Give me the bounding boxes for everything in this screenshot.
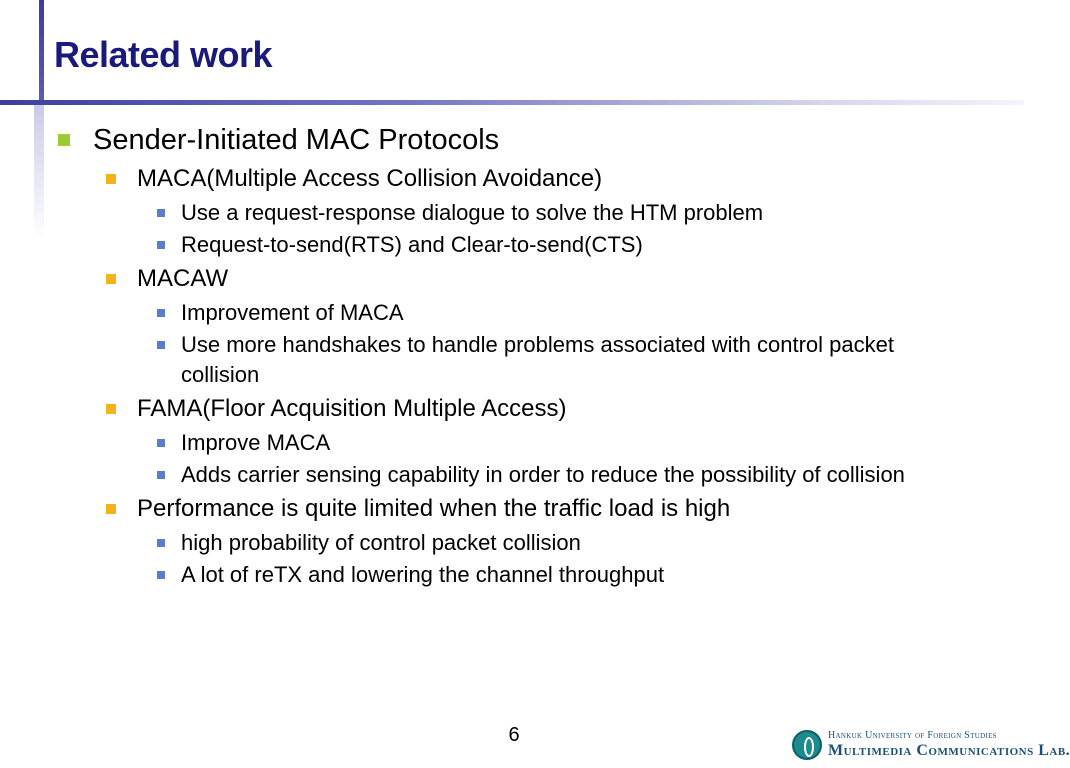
bullet-square-icon — [157, 241, 165, 249]
bullet-text: Adds carrier sensing capability in order to reduce the possibility of collision — [181, 462, 905, 487]
bullet-item-level3 — [0, 198, 1024, 228]
bullet-text: high probability of control packet collision — [181, 530, 581, 555]
bullet-text: Improvement of MACA — [181, 300, 404, 325]
bullet-square-icon — [58, 134, 70, 146]
bullet-text: Use a request-response dialogue to solve the HTM problem — [181, 200, 764, 225]
bullet-item-level1 — [0, 120, 1024, 160]
bullet-text: FAMA(Floor Acquisition Multiple Access) — [137, 395, 567, 422]
page-number: 6 — [508, 724, 520, 746]
bullet-square-icon — [157, 571, 165, 579]
bullet-square-icon — [106, 274, 116, 284]
bullet-item-level3 — [0, 560, 1024, 590]
bullet-text: A lot of reTX and lowering the channel throughput — [181, 562, 665, 587]
bullet-item-level3 — [0, 298, 1024, 328]
bullet-item-level2 — [0, 492, 1024, 526]
bullet-item-level3 — [0, 528, 1024, 558]
header-divider — [0, 100, 1024, 105]
bullet-square-icon — [157, 309, 165, 317]
logo-university-name: Hankuk University of Foreign Studies — [828, 730, 997, 741]
lab-logo — [792, 726, 1070, 766]
bullet-text: MACAW — [137, 265, 229, 292]
bullet-square-icon — [157, 439, 165, 447]
bullet-square-icon — [157, 341, 165, 349]
bullet-item-level2 — [0, 392, 1024, 426]
bullet-item-level2 — [0, 162, 1024, 196]
bullet-text: Improve MACA — [181, 430, 331, 455]
bullet-list — [0, 120, 1024, 590]
bullet-square-icon — [106, 504, 116, 514]
bullet-item-level3 — [0, 330, 1024, 390]
bullet-text: MACA(Multiple Access Collision Avoidance) — [137, 165, 603, 192]
bullet-item-level3 — [0, 230, 1024, 260]
bullet-square-icon — [157, 539, 165, 547]
university-emblem-icon — [792, 730, 822, 760]
bullet-text: Request-to-send(RTS) and Clear-to-send(CTS) — [181, 232, 643, 257]
header-vertical-bar — [39, 0, 44, 100]
bullet-text: Sender-Initiated MAC Protocols — [93, 124, 500, 156]
bullet-square-icon — [157, 209, 165, 217]
bullet-square-icon — [157, 471, 165, 479]
bullet-item-level3 — [0, 460, 1024, 490]
slide-title: Related work — [54, 34, 273, 75]
bullet-text: Performance is quite limited when the traffic load is high — [137, 495, 731, 522]
bullet-item-level2 — [0, 262, 1024, 296]
bullet-square-icon — [106, 174, 116, 184]
logo-lab-name: Multimedia Communications Lab. — [828, 742, 1070, 759]
bullet-item-level3 — [0, 428, 1024, 458]
bullet-square-icon — [106, 404, 116, 414]
bullet-text: Use more handshakes to handle problems associated with control packet collision — [181, 332, 894, 387]
